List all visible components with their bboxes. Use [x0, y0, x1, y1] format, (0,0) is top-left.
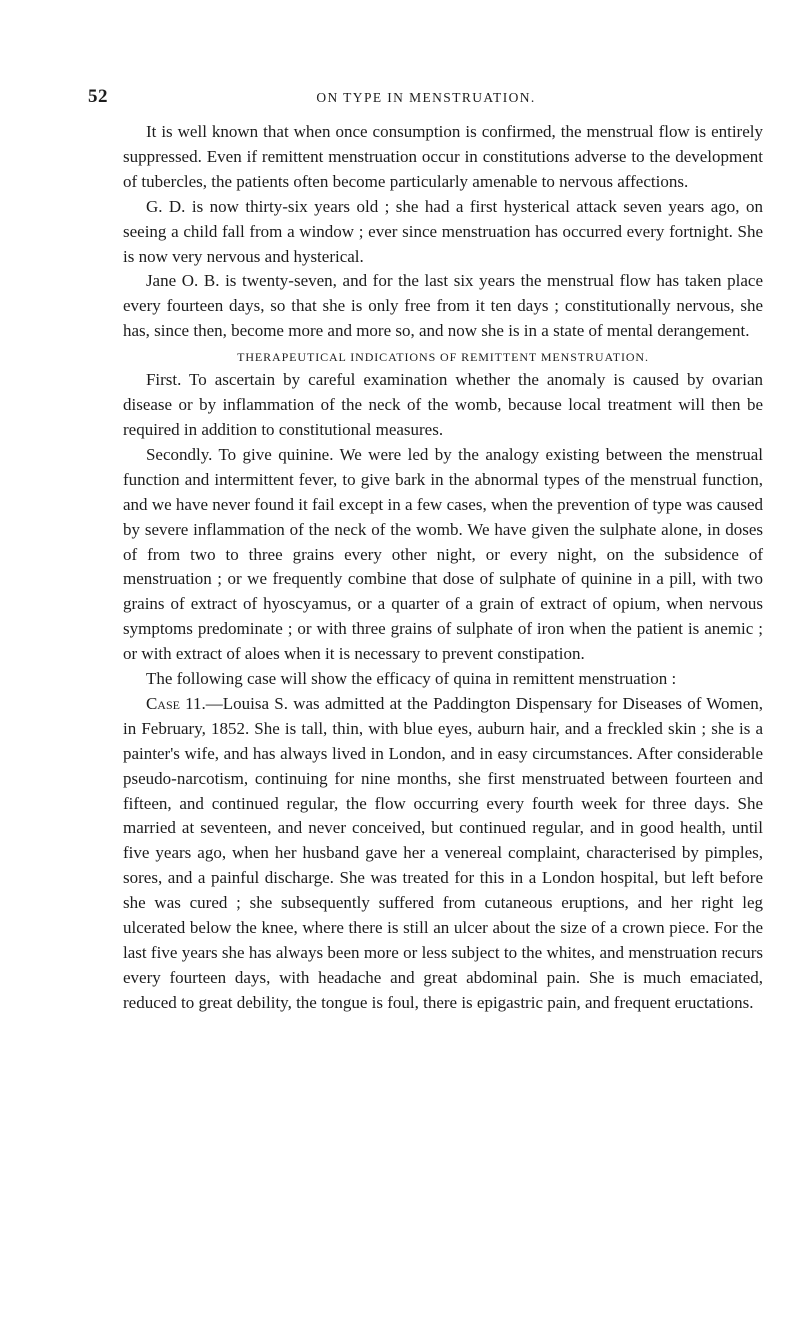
paragraph-case-jane: Jane O. B. is twenty-seven, and for the last six years the menstrual flow has taken place every fourteen days, so that she is only free from it ten days ; constitutionally nervous, she has, since then, become more and more so, and now she is in a state of mental derangement. [123, 271, 763, 341]
section-heading: THERAPEUTICAL INDICATIONS OF REMITTENT MENSTRUATION. [237, 350, 649, 365]
running-title: ON TYPE IN MENSTRUATION. [316, 90, 536, 105]
running-head [88, 86, 764, 112]
paragraph-case-gd: G. D. is now thirty-six years old ; she had a first hysterical attack seven years ago, on seeing a child fall from a window ; ever since menstruation has occurred every fortnight. She is now very nervous and hysterical. [123, 196, 763, 266]
paragraph-case-11 [123, 692, 763, 1016]
case-label: Case 11. [145, 693, 206, 713]
case-text: —Louisa S. was admitted at the Paddington Dispensary for Diseases of Women, in February, 1852. She is tall, thin, with blue eyes, auburn hair, and a freckled skin ; she is a painter's wife, and has always lived in London, and in easy circumstances. After considerable pseudo-narcotism, continuing for nine months, she first menstruated between fourteen and fifteen, and continued regular, the flow occurring every fourth week for three days. She married at seventeen, and never conceived, but continued regular, and in good health, until five years ago, when her husband gave her a venereal complaint, characterised by pimples, sores, and a painful discharge. She was treated for this in a London hospital, but left before she was cured ; she subsequently suffered from cutaneous eruptions, and her right leg ulcerated below the knee, where there is still an ulcer about the size of a crown piece. For the last five years she has always been more or less subject to the whites, and menstruation recurs every fourteen days, with headache and great abdominal pain. She is much emaciated, reduced to great debility, the tongue is foul, there is epigastric pain, and frequent eructations. [123, 693, 763, 1012]
paragraph-consumption: It is well known that when once consumption is confirmed, the menstrual flow is entirely suppressed. Even if remittent menstruation occur in constitutions adverse to the development of tubercles, the patients often become particularly amenable to nervous affections. [123, 122, 763, 191]
body-text [123, 120, 763, 1016]
paragraph-first-indication: First. To ascertain by careful examination whether the anomaly is caused by ovarian disease or by inflammation of the neck of the womb, because local treatment will then be required in addition to constitutional measures. [123, 370, 763, 439]
paragraph-second-indication: Secondly. To give quinine. We were led by the analogy existing between the menstrual function and intermittent fever, to give bark in the abnormal types of the menstrual function, and we have never found it fail except in a few cases, when the prevention of type was caused by severe inflammation of the neck of the womb. We have given the sulphate alone, in doses of from two to three grains every other night, or every night, on the subsidence of menstruation ; or we frequently combine that dose of sulphate of quinine in a pill, with two grains of extract of hyoscyamus, or a quarter of a grain of extract of opium, when nervous symptoms predominate ; or with three grains of sulphate of iron when the patient is anemic ; or with extract of aloes when it is necessary to prevent constipation. [123, 444, 763, 664]
paragraph-following-case: The following case will show the efficacy of quina in remittent menstruation : [145, 669, 677, 689]
page-number: 52 [88, 86, 108, 107]
